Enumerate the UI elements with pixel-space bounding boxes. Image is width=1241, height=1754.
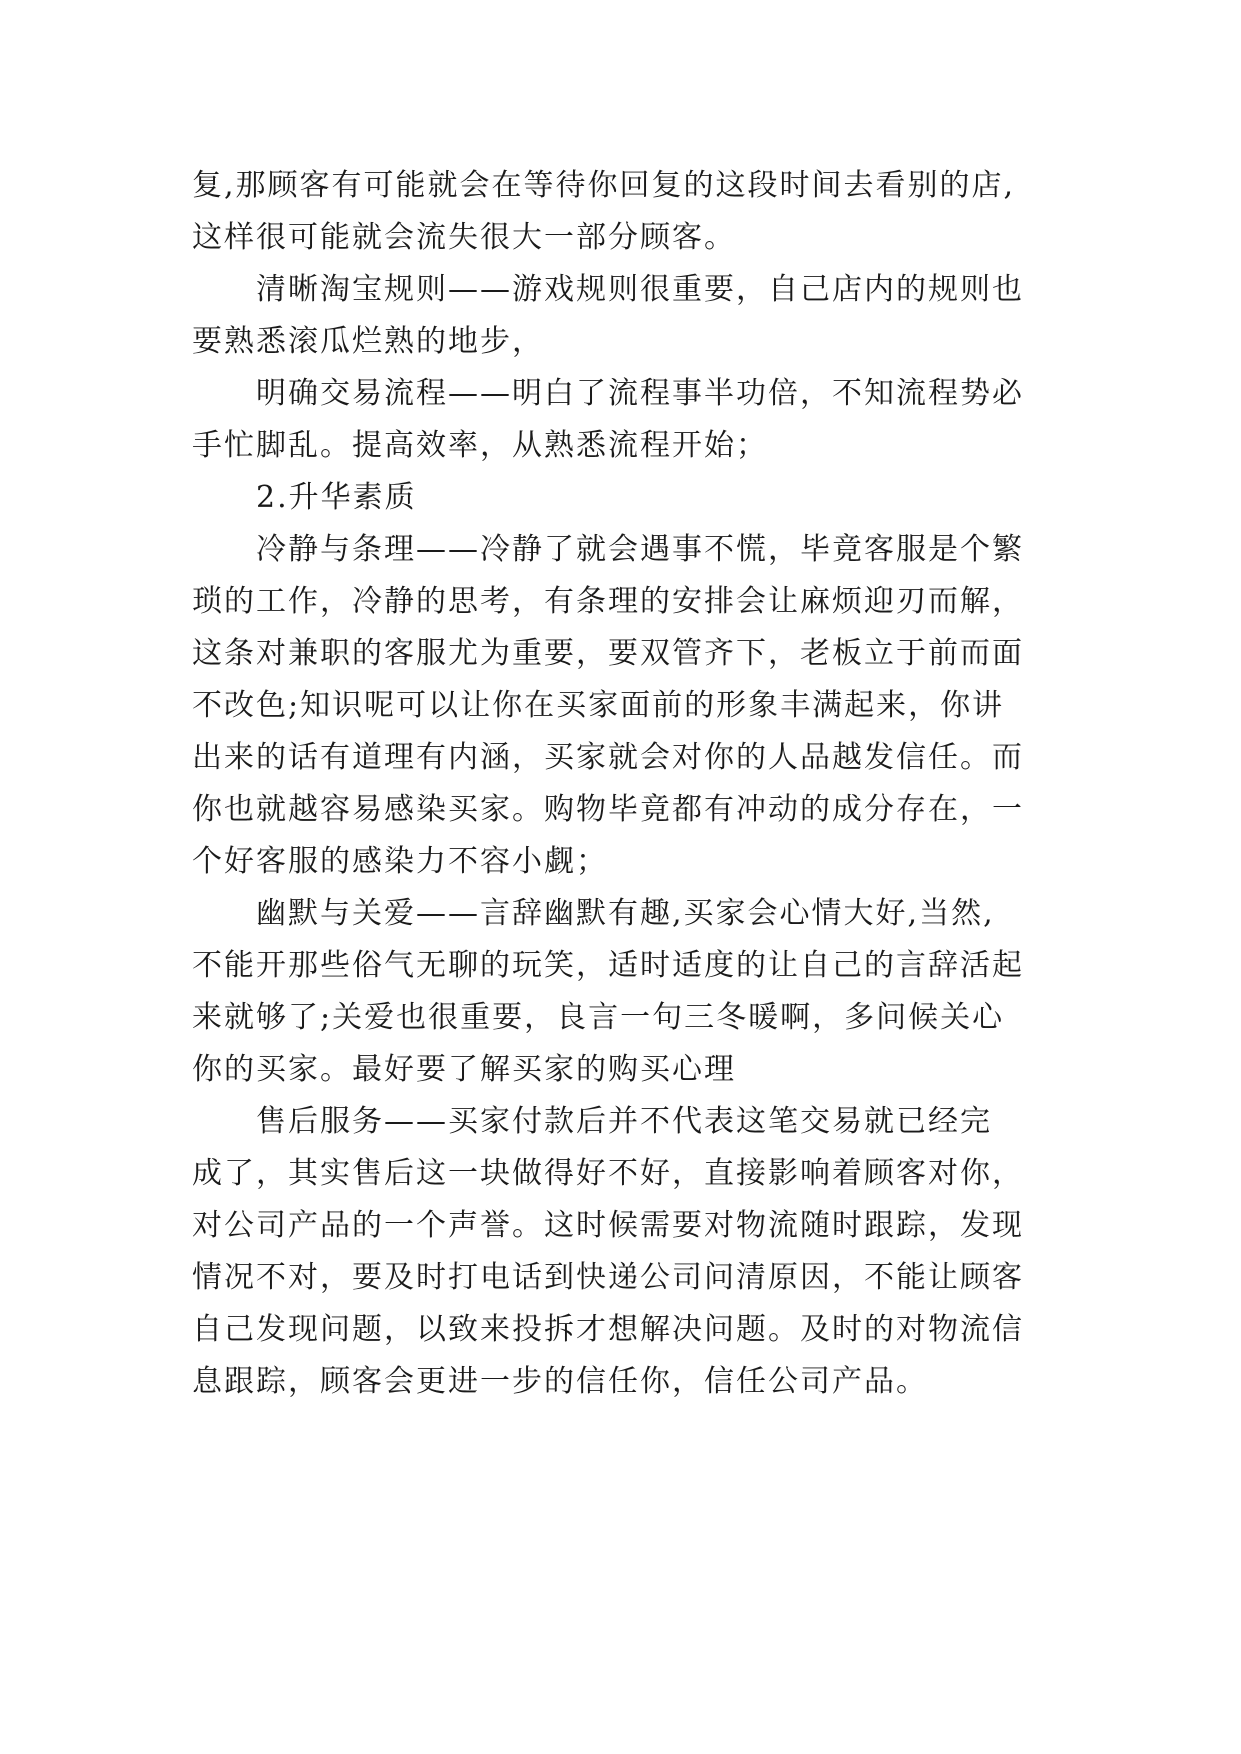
paragraph-start-line: 幽默与关爱——言辞幽默有趣,买家会心情大好,当然, bbox=[256, 896, 995, 931]
text-line: 手忙脚乱。提高效率，从熟悉流程开始； bbox=[192, 428, 768, 463]
document-body bbox=[192, 160, 1092, 1408]
text-line: 情况不对，要及时打电话到快递公司问清原因，不能让顾客 bbox=[192, 1260, 1024, 1295]
text-line: 这条对兼职的客服尤为重要，要双管齐下，老板立于前而面 bbox=[192, 636, 1024, 671]
text-line: 息跟踪，顾客会更进一步的信任你，信任公司产品。 bbox=[192, 1364, 928, 1399]
text-line: 你的买家。最好要了解买家的购买心理 bbox=[192, 1052, 736, 1087]
text-line: 复,那顾客有可能就会在等待你回复的这段时间去看别的店, bbox=[192, 168, 1016, 203]
text-line: 自己发现问题，以致来投拆才想解决问题。及时的对物流信 bbox=[192, 1312, 1024, 1347]
text-line: 琐的工作，冷静的思考，有条理的安排会让麻烦迎刃而解， bbox=[192, 584, 1024, 619]
text-line: 对公司产品的一个声誉。这时候需要对物流随时跟踪，发现 bbox=[192, 1208, 1024, 1243]
text-line: 这样很可能就会流失很大一部分顾客。 bbox=[192, 220, 736, 255]
text-line: 成了，其实售后这一块做得好不好，直接影响着顾客对你， bbox=[192, 1156, 1024, 1191]
paragraph-start-line: 冷静与条理——冷静了就会遇事不慌，毕竟客服是个繁 bbox=[256, 532, 1024, 567]
section-heading: 2.升华素质 bbox=[256, 480, 417, 515]
text-line: 来就够了;关爱也很重要，良言一句三冬暖啊，多问候关心 bbox=[192, 1000, 1005, 1035]
paragraph-start-line: 售后服务——买家付款后并不代表这笔交易就已经完 bbox=[256, 1104, 992, 1139]
text-line: 你也就越容易感染买家。购物毕竟都有冲动的成分存在，一 bbox=[192, 792, 1024, 827]
text-line: 个好客服的感染力不容小觑； bbox=[192, 844, 608, 879]
paragraph-start-line: 明确交易流程——明白了流程事半功倍，不知流程势必 bbox=[256, 376, 1024, 411]
text-line: 要熟悉滚瓜烂熟的地步， bbox=[192, 324, 544, 359]
text-line: 不能开那些俗气无聊的玩笑，适时适度的让自己的言辞活起 bbox=[192, 948, 1024, 983]
text-line: 出来的话有道理有内涵，买家就会对你的人品越发信任。而 bbox=[192, 740, 1024, 775]
text-line: 不改色;知识呢可以让你在买家面前的形象丰满起来，你讲 bbox=[192, 688, 1005, 723]
paragraph-start-line: 清晰淘宝规则——游戏规则很重要，自己店内的规则也 bbox=[256, 272, 1024, 307]
